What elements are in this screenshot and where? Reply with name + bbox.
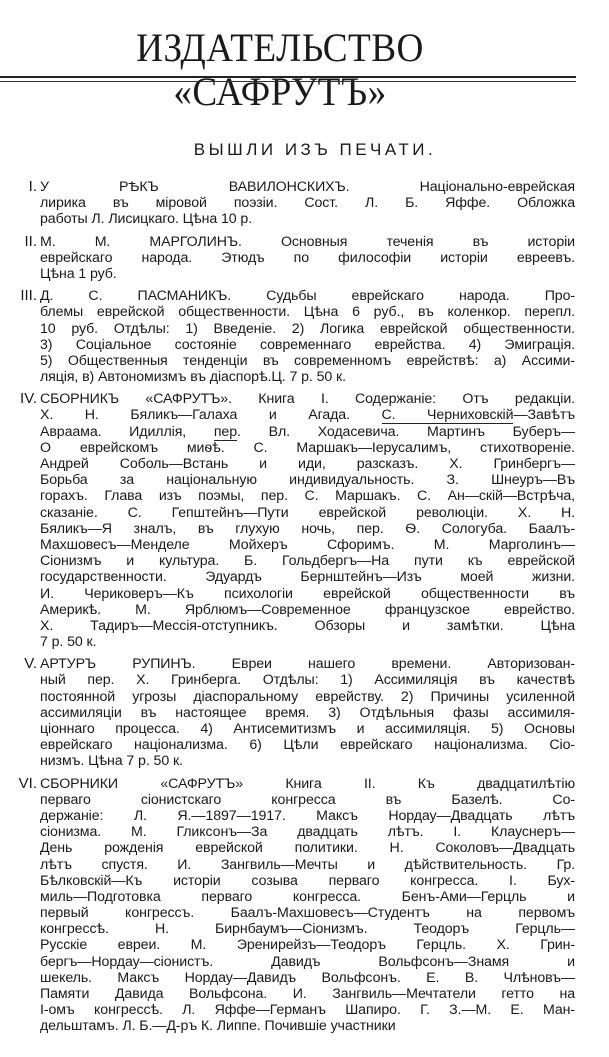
entry-text-line: лѣтъ спустя. И. Зангвиль—Мечты и дѣйствительность. Гр.: [40, 856, 575, 873]
entry-text-line: И. Чериковеръ—Къ психологіи еврейской общественности въ: [40, 585, 575, 602]
entry-text-line: АРТУРЪ РУПИНЪ. Евреи нашего времени. Авторизован-: [40, 656, 575, 673]
entry-text-line: Русскіе евреи. М. Эренирейзъ—Теодоръ Герцль. Х. Грин-: [40, 937, 575, 954]
entry-text-line: І-омъ конгрессѣ. Л. Яффе—Германъ Шапиро. Г. З.—М. Е. Ман-: [40, 1002, 575, 1019]
entry-text-line: Андрей Соболь—Встань и иди, разсказъ. Х. Гринбергъ—: [40, 456, 575, 472]
entry-text-line: М. М. МАРГОЛИНЪ. Основныя теченія въ исторіи: [40, 233, 575, 250]
entry-text-line: Памяти Давида Вольфсона. И. Зангвиль—Мечтатели гетто на: [40, 986, 575, 1002]
entry-text-line: Америкѣ. М. Ярблюмъ—Современное французское еврейство.: [40, 601, 575, 618]
entry-text-line: Махшовесъ—Менделе Мойхеръ Сфоримъ. М. Марголинъ—: [40, 536, 575, 553]
entry-text-line: СБОРНИКЪ «САФРУТЪ». Книга I. Содержаніе: Отъ редакціи.: [40, 391, 575, 408]
entry-number: II.: [24, 232, 37, 250]
entry-text-line: [40, 424, 575, 440]
entry-text-line: работы Л. Лисицкаго. Цѣна 10 р.: [40, 211, 253, 228]
entry-text-line: блемы еврейской общественности. Цѣна 6 руб., въ коленкор. перепл.: [40, 304, 575, 321]
entry-text-line: Х. Тадиръ—Мессія-отступникъ. Обзоры и замѣтки. Цѣна: [40, 617, 575, 634]
entry-text-line: 7 р. 50 к.: [40, 634, 97, 651]
underlined-text: С. Черниховскій: [381, 407, 514, 424]
entry-text-line: Борьба за національную индивидуальность. З. Шнеуръ—Въ: [40, 472, 575, 489]
entry-text-line: ляція, в) Автономизмъ въ діаспорѣ.Ц. 7 р. 50 к.: [40, 369, 346, 386]
entry-text-line: СБОРНИКИ «САФРУТЪ» Книга II. Къ двадцатилѣтію: [40, 775, 575, 792]
entry-text-line: ный пер. Х. Гринберга. Отдѣлы: 1) Ассимиляція въ качествѣ: [40, 672, 575, 689]
catalog-entry: [0, 391, 609, 650]
entry-text-line: 5) Общественныя тенденціи въ современномъ еврействѣ: а) Ассими-: [40, 352, 575, 369]
entry-text-line: [40, 407, 575, 423]
entry-text-line: государственности. Эдуардъ Бернштейнъ—Изъ моей жизни.: [40, 569, 575, 586]
entry-text-line: О еврейскомъ миѳѣ. С. Маршакъ—Іерусалимъ, стихотвореніе.: [40, 439, 575, 456]
entry-text-line: лирика въ міровой поэзіи. Сост. Л. Б. Яффе. Обложка: [40, 195, 575, 212]
entry-text-line: постоянной угрозы діаспоральному еврейству. 2) Причины усиленной: [40, 688, 575, 705]
text-segment: —Завѣтъ: [513, 407, 575, 424]
underlined-text: пер: [213, 423, 238, 440]
entry-text-line: горахъ. Глава изъ поэмы, пер. С. Маршакъ. С. Ан—скій—Встрѣча,: [40, 488, 575, 505]
entry-text-line: держаніе: Л. Я.—1897—1917. Максъ Нордау—Двадцать лѣтъ: [40, 807, 575, 824]
entry-text-line: шекель. Максъ Нордау—Давидъ Вольфсонъ. Е. В. Члѣновъ—: [40, 969, 575, 986]
entry-text-line: сіонизма. М. Гликсонъ—За двадцать лѣтъ. І. Клауснеръ—: [40, 824, 575, 841]
entry-number: III.: [20, 287, 37, 305]
entry-text-line: дельштамъ. Л. Б.—Д-ръ К. Липпе. Почившіе участники: [40, 1018, 396, 1035]
entry-number: V.: [24, 655, 37, 673]
entry-text-line: Д. С. ПАСМАНИКЪ. Судьбы еврейскаго народа. Про-: [40, 288, 575, 305]
entry-number: I.: [28, 178, 37, 195]
entry-text-line: перваго сіонистскаго конгресса въ Базелѣ. Со-: [40, 791, 575, 808]
entry-text-line: ассимиляціи въ настоящее время. 3) Отдѣльныя фазы ассимиля-: [40, 704, 575, 721]
entry-text-line: еврейскаго народа. Этюдъ по философіи исторіи евреевъ.: [40, 249, 575, 266]
entry-text-line: миль—Подготовка перваго конгресса. Бенъ-Ами—Герцль и: [40, 888, 575, 905]
catalog-entry: [0, 776, 609, 1035]
text-segment: . Вл. Ходасевича. Мартинъ Буберъ—: [237, 423, 575, 440]
catalog-entry: [0, 234, 609, 283]
catalog-entry: [0, 656, 609, 769]
double-rule-divider: [0, 76, 576, 82]
entry-number: VI.: [18, 774, 37, 792]
entry-text-line: Цѣна 1 руб.: [40, 265, 117, 282]
text-segment: Х. Н. Бяликъ—Галаха и Агада.: [40, 407, 382, 424]
entry-text-line: Сіонизмъ и культура. Б. Гольдбергъ—На пути къ еврейской: [40, 553, 575, 570]
entry-number: IV.: [20, 390, 37, 408]
page-title: ИЗДАТЕЛЬСТВО «САФРУТЪ»: [136, 25, 424, 114]
entry-text-line: День рожденія еврейской политики. Н. Соколовъ—Двадцать: [40, 840, 575, 857]
entry-text-line: еврейскаго націонализма. 6) Цѣли еврейскаго націонализма. Сіо-: [40, 737, 575, 754]
entry-text-line: бергъ—Нордау—сіонистъ. Давидъ Вольфсонъ—Знамя и: [40, 953, 575, 970]
catalog-entry: [0, 179, 609, 228]
section-heading: ВЫШЛИ ИЗЪ ПЕЧАТИ.: [193, 140, 437, 159]
entry-text-line: сказаніе. С. Гепштейнъ—Пути еврейской революціи. Х. Н.: [40, 504, 575, 521]
entry-text-line: 10 руб. Отдѣлы: 1) Введеніе. 2) Логика еврейской общественности.: [40, 320, 575, 337]
entry-text-line: ціоннаго процесса. 4) Антисемитизмъ и ассимиляція. 5) Основы: [40, 721, 575, 737]
entry-text-line: Бяликъ—Я зналъ, въ глухую ночь, пер. Ѳ. Сологуба. Баалъ-: [40, 520, 575, 537]
catalog-list: [0, 179, 609, 1041]
entry-text-line: первый конгрессъ. Баалъ-Махшовесъ—Студентъ на первомъ: [40, 905, 575, 922]
entry-text-line: конгрессѣ. Н. Бирнбаумъ—Сіонизмъ. Теодоръ Герцль—: [40, 921, 575, 938]
entry-text-line: Бѣлковскій—Къ исторіи созыва перваго конгресса. І. Бух-: [40, 872, 575, 889]
text-segment: Авраама. Идиллія,: [40, 423, 214, 440]
catalog-entry: [0, 288, 609, 385]
entry-text-line: низмъ. Цѣна 7 р. 50 к.: [40, 753, 183, 770]
entry-text-line: У РѢКЪ ВАВИЛОНСКИХЪ. Національно-еврейская: [40, 179, 575, 195]
entry-text-line: 3) Соціальное состояніе современнаго еврейства. 4) Эмиграція.: [40, 336, 575, 353]
